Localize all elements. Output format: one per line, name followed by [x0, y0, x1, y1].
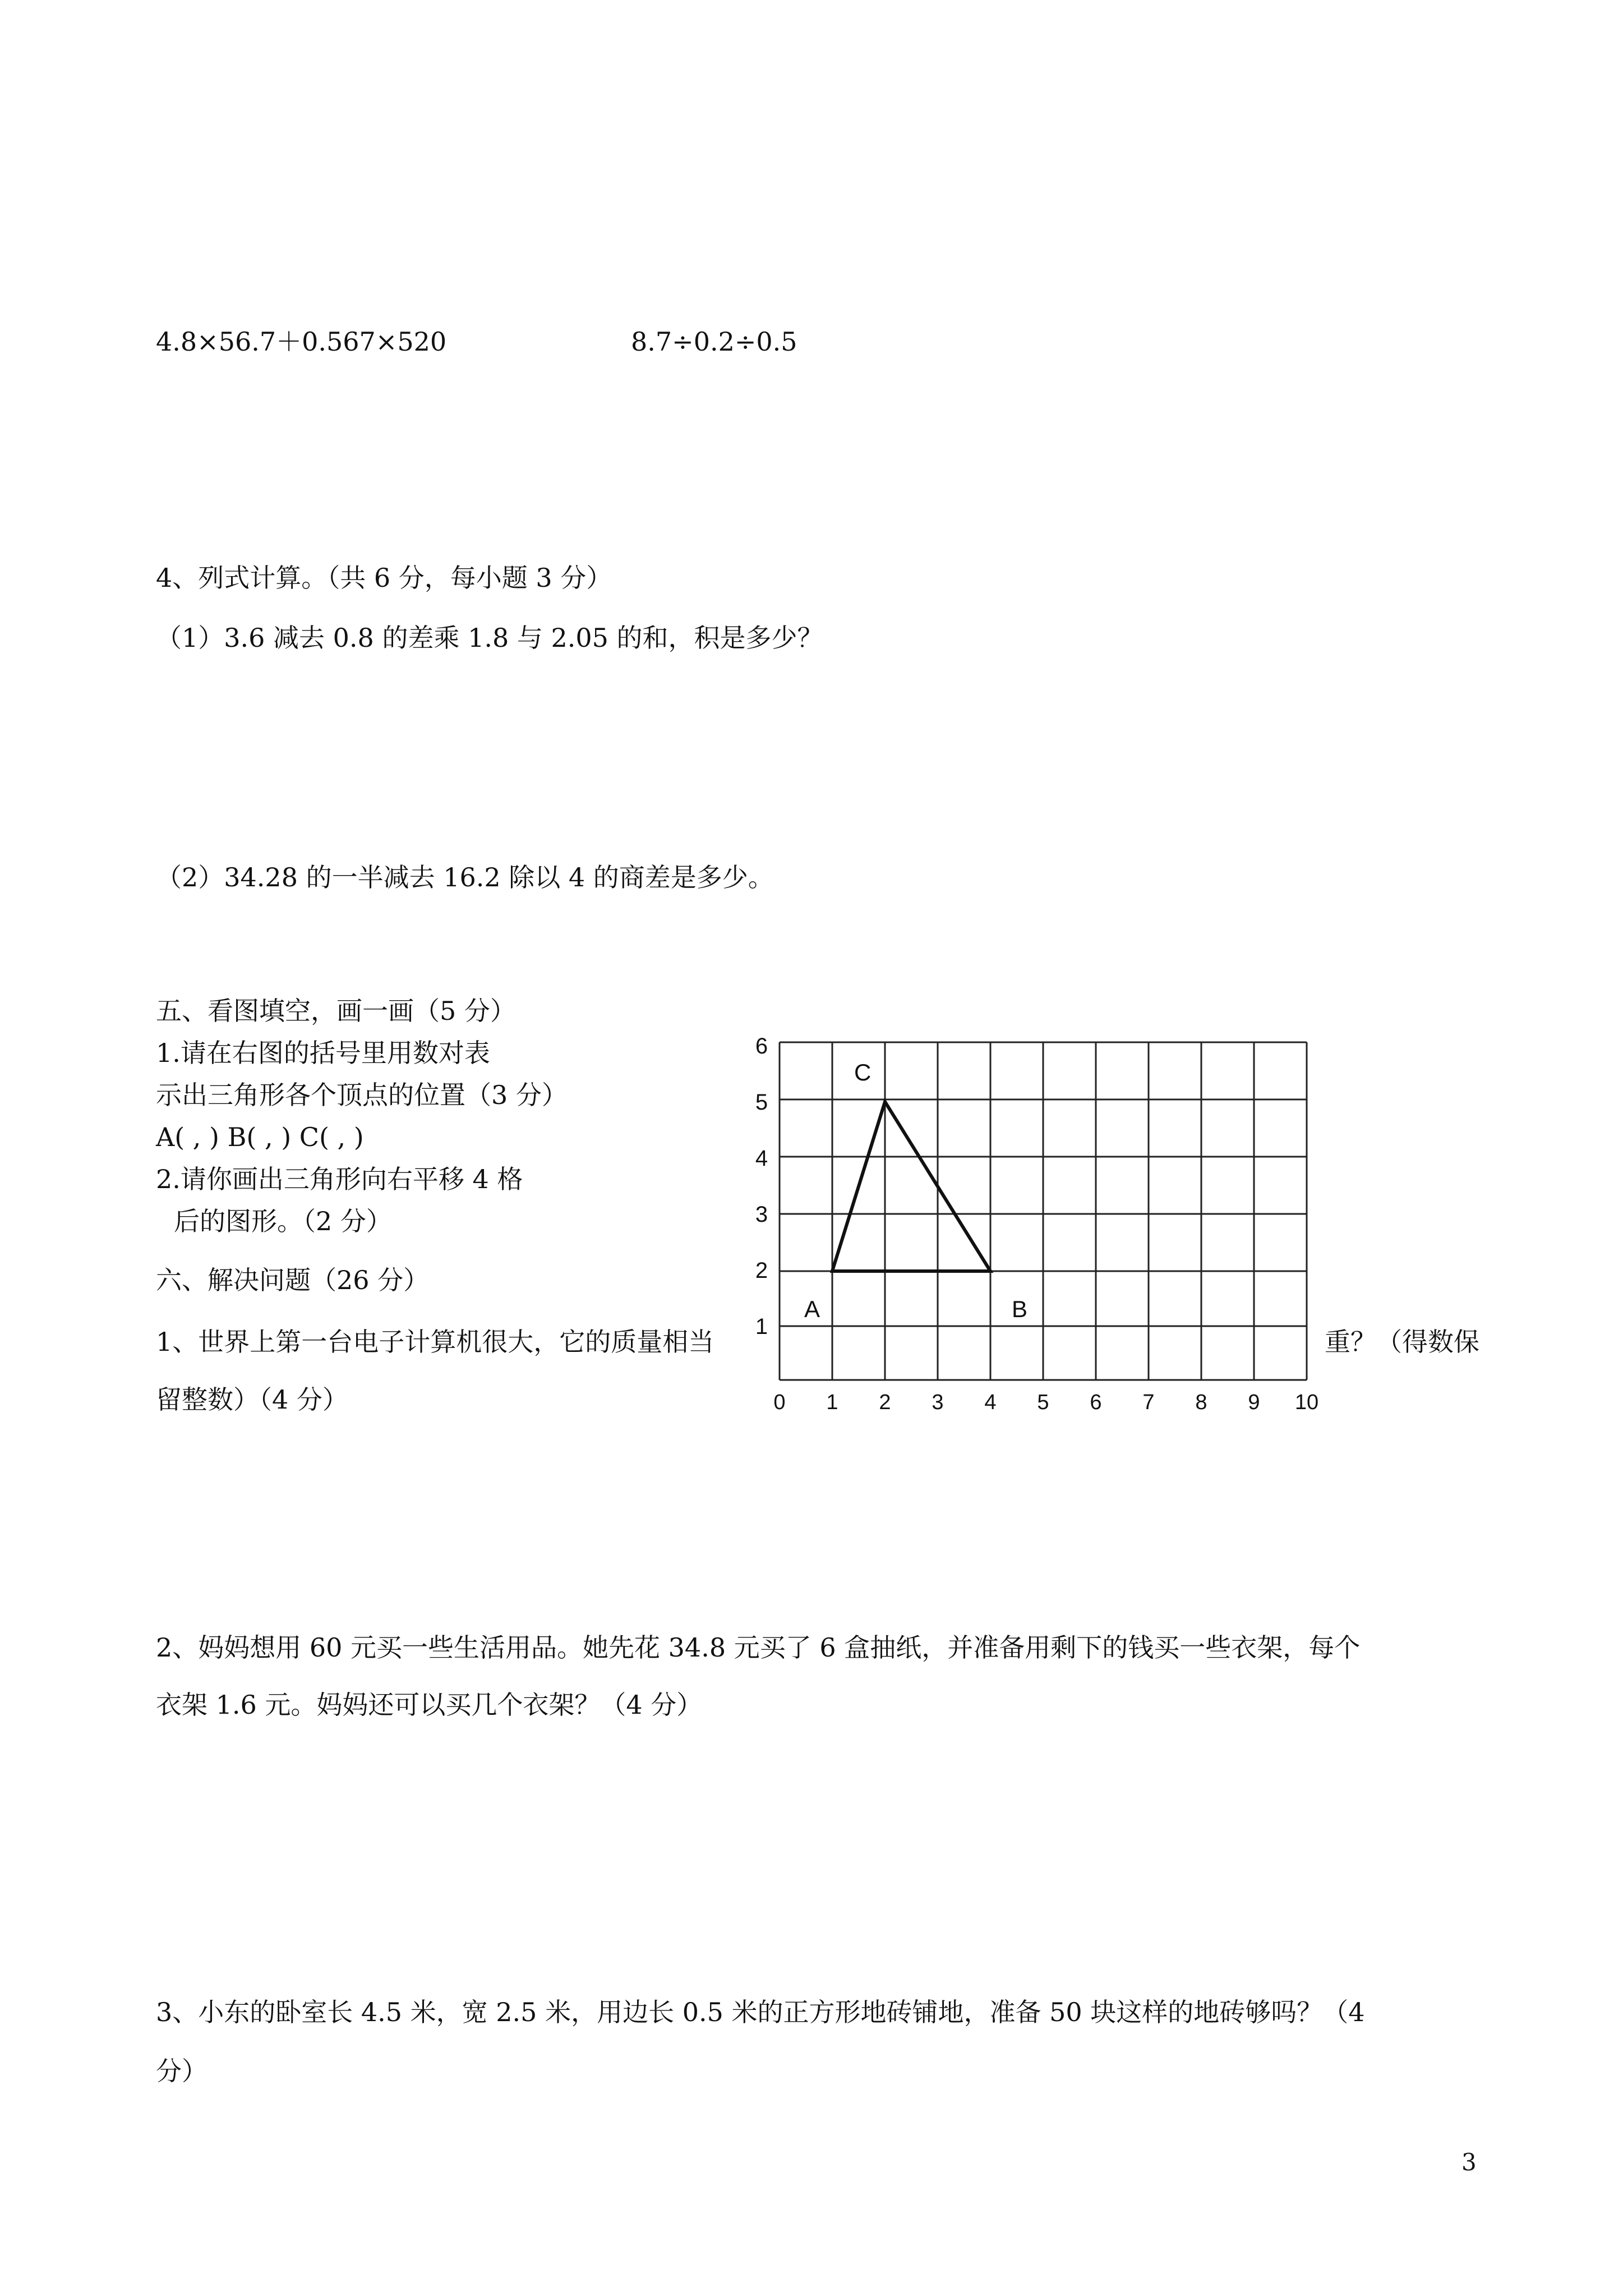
triangle — [832, 1102, 990, 1271]
x-tick-label: 0 — [773, 1391, 786, 1414]
problem-2-line-1: 2、妈妈想用 60 元买一些生活用品。她先花 34.8 元买了 6 盒抽纸，并准备用剩下的钱买一些衣架，每个 — [156, 1632, 1361, 1663]
y-tick-label: 1 — [755, 1314, 768, 1339]
x-tick-label: 5 — [1037, 1391, 1049, 1414]
x-tick-label: 7 — [1142, 1391, 1155, 1414]
vertex-label-a: A — [804, 1296, 820, 1322]
problem-2-line-2: 衣架 1.6 元。妈妈还可以买几个衣架？（4 分） — [156, 1690, 703, 1720]
y-tick-label: 4 — [755, 1146, 768, 1171]
section5-line-1: 1.请在右图的括号里用数对表 — [156, 1038, 490, 1068]
x-tick-label: 1 — [826, 1391, 838, 1414]
section5-line-4: 2.请你画出三角形向右平移 4 格 — [156, 1164, 523, 1194]
y-tick-label: 2 — [755, 1258, 768, 1283]
y-tick-label: 5 — [755, 1090, 768, 1115]
q4-title: 4、列式计算。（共 6 分，每小题 3 分） — [156, 563, 612, 593]
problem-3-line-1: 3、小东的卧室长 4.5 米，宽 2.5 米，用边长 0.5 米的正方形地砖铺地，准备 50 块这样的地砖够吗？（4 — [156, 1997, 1365, 2027]
page-number: 3 — [1461, 2148, 1477, 2176]
q4-item-2: （2）34.28 的一半减去 16.2 除以 4 的商差是多少。 — [156, 862, 774, 892]
x-tick-label: 6 — [1090, 1391, 1102, 1414]
problem-3-line-2: 分） — [156, 2056, 208, 2086]
triangle-abc — [804, 1059, 1027, 1322]
section5-line-5: 后的图形。（2 分） — [174, 1206, 392, 1236]
q4-item-1: （1）3.6 减去 0.8 的差乘 1.8 与 2.05 的和，积是多少？ — [156, 623, 823, 653]
expression-1: 4.8×56.7＋0.567×520 — [156, 326, 447, 357]
x-tick-label: 4 — [984, 1391, 997, 1414]
x-tick-label: 2 — [879, 1391, 891, 1414]
vertex-label-b: B — [1012, 1296, 1028, 1322]
x-tick-label: 9 — [1248, 1391, 1260, 1414]
section5-title: 五、看图填空，画一画（5 分） — [156, 996, 516, 1026]
grid-lines — [780, 1042, 1307, 1380]
x-tick-label: 8 — [1195, 1391, 1207, 1414]
x-tick-label: 10 — [1294, 1391, 1319, 1414]
vertex-label-c: C — [854, 1059, 872, 1085]
y-tick-label: 6 — [755, 1034, 768, 1059]
y-tick-label: 3 — [755, 1202, 768, 1227]
section5-line-2: 示出三角形各个顶点的位置（3 分） — [156, 1080, 568, 1110]
problem-1-line-2: 留整数）（4 分） — [156, 1384, 348, 1415]
x-tick-label: 3 — [932, 1391, 944, 1414]
expression-2: 8.7÷0.2÷0.5 — [631, 326, 797, 357]
grid-ticks — [755, 1034, 1318, 1414]
section5-line-3: A( , ) B( , ) C( , ) — [156, 1122, 364, 1152]
problem-1-part2: 重？（得数保 — [1325, 1327, 1479, 1357]
section6-title: 六、解决问题（26 分） — [156, 1265, 430, 1295]
problem-1-part1: 1、世界上第一台电子计算机很大，它的质量相当 — [156, 1327, 714, 1357]
